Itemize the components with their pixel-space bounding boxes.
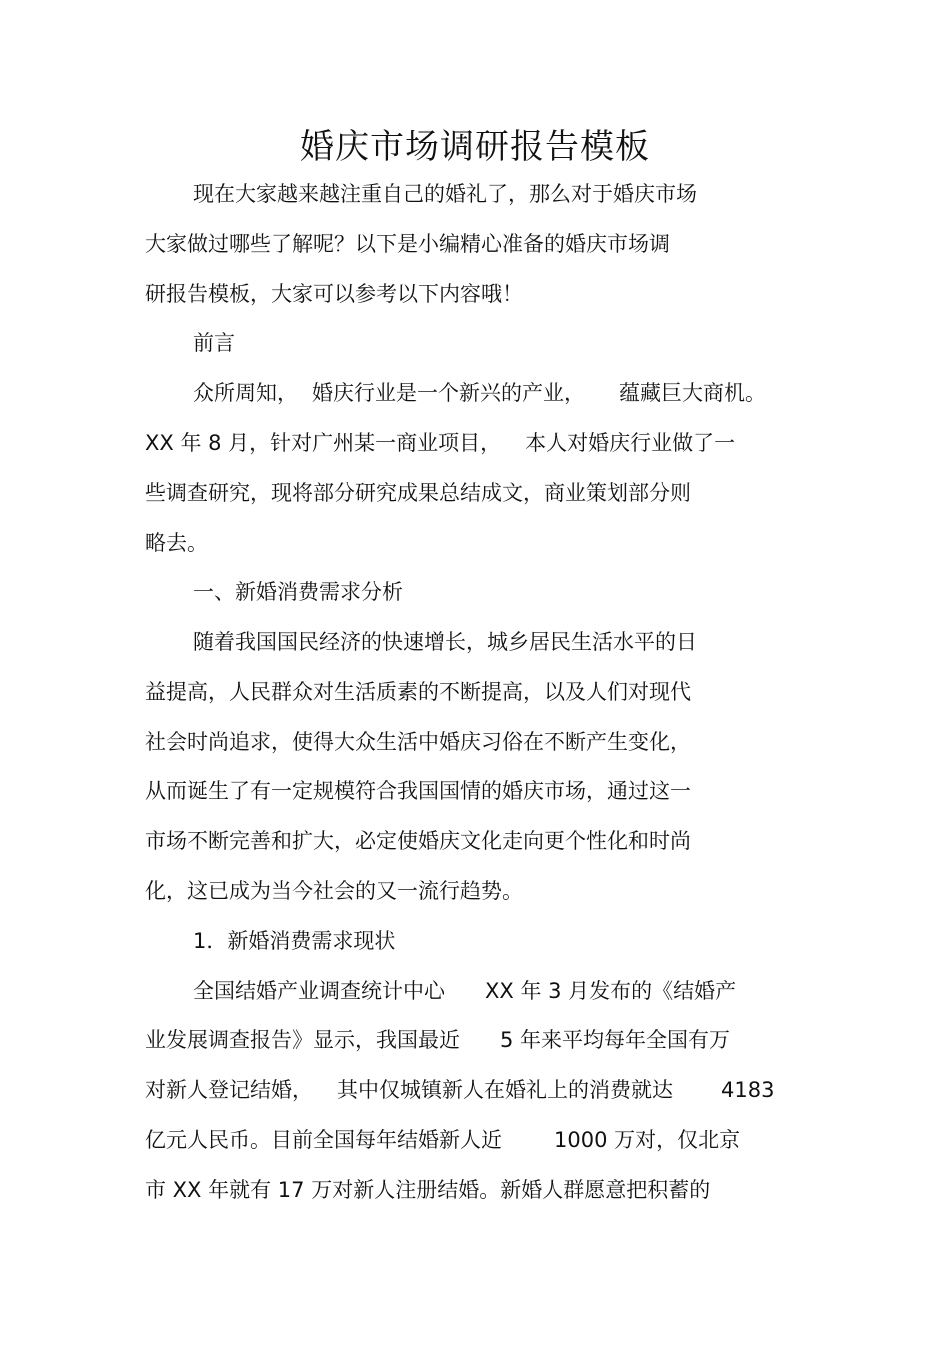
subsection-1-line-3-b: 其中仅城镇新人在婚礼上的消费就达 [337,1078,673,1102]
subsection-1-line-2-a: 业发展调查报告》显示，我国最近 [145,1028,460,1052]
subsection-1-line-4 [145,1124,740,1156]
preface-line-2 [145,427,735,459]
intro-line-2: 大家做过哪些了解呢？以下是小编精心准备的婚庆市场调 [145,232,670,256]
preface-line-4: 略去。 [145,531,208,555]
subsection-1-line-1-b: XX 年 3 月发布的《结婚产 [485,979,737,1003]
subsection-1-line-3 [145,1074,774,1106]
preface-line-1-a: 众所周知， [193,381,298,405]
section-1-heading: 一、新婚消费需求分析 [193,580,403,604]
subsection-1-line-5: 市 XX 年就有 17 万对新人注册结婚。新婚人群愿意把积蓄的 [145,1178,711,1202]
preface-line-3: 些调查研究，现将部分研究成果总结成文，商业策划部分则 [145,481,691,505]
intro-line-3: 研报告模板，大家可以参考以下内容哦！ [145,282,523,306]
section-1-line-1: 随着我国国民经济的快速增长，城乡居民生活水平的日 [193,630,697,654]
section-1-line-6: 化，这已成为当今社会的又一流行趋势。 [145,879,523,903]
subsection-1-line-1 [193,975,736,1007]
section-1-line-5: 市场不断完善和扩大，必定使婚庆文化走向更个性化和时尚 [145,829,691,853]
subsection-1-line-2 [145,1024,730,1056]
document-title: 婚庆市场调研报告模板 [300,127,650,167]
subsection-1-line-2-b: 5 年来平均每年全国有万 [500,1028,731,1052]
section-1-line-4: 从而诞生了有一定规模符合我国国情的婚庆市场，通过这一 [145,779,691,803]
section-1-line-3: 社会时尚追求，使得大众生活中婚庆习俗在不断产生变化， [145,730,691,754]
preface-line-1 [193,377,766,409]
subsection-1-heading: 1．新婚消费需求现状 [193,929,396,953]
subsection-1-line-4-a: 亿元人民币。目前全国每年结婚新人近 [145,1128,502,1152]
subsection-1-line-4-b: 1000 万对，仅北京 [554,1128,741,1152]
section-1-line-2: 益提高，人民群众对生活质素的不断提高，以及人们对现代 [145,680,691,704]
subsection-1-line-3-c: 4183 [721,1078,775,1102]
preface-heading: 前言 [193,331,235,355]
intro-line-1: 现在大家越来越注重自己的婚礼了，那么对于婚庆市场 [193,182,697,206]
preface-line-2-a: XX 年 8 月，针对广州某一商业项目， [145,431,502,455]
preface-line-2-b: 本人对婚庆行业做了一 [525,431,736,455]
subsection-1-line-3-a: 对新人登记结婚， [145,1078,313,1102]
subsection-1-line-1-a: 全国结婚产业调查统计中心 [193,979,445,1003]
preface-line-1-c: 蕴藏巨大商机。 [619,381,766,405]
preface-line-1-b: 婚庆行业是一个新兴的产业， [312,381,585,405]
